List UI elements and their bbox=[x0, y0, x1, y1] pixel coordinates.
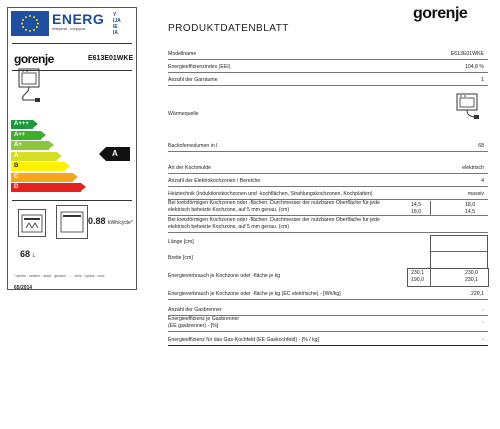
row-kochmulde bbox=[168, 165, 488, 174]
energy-suffix: IE bbox=[113, 24, 118, 30]
row-label: Energieeffizienz für das Gas-Kochfeld (EE Gaskochfeld) - [% / kg] bbox=[168, 337, 319, 343]
row-label: Anzahl der Garräume bbox=[168, 77, 218, 83]
consumption-value: 0.88 bbox=[88, 216, 106, 226]
row-kreis-2 bbox=[168, 217, 488, 233]
consumption-cell: 230,0 bbox=[465, 270, 478, 276]
row-value: - bbox=[482, 307, 484, 313]
row-label bbox=[168, 316, 239, 330]
diameter-cell: 14,5 bbox=[411, 202, 422, 208]
cell-divider bbox=[430, 201, 431, 215]
row-modellname bbox=[168, 51, 488, 60]
row-label: Art der Kochmulde bbox=[168, 165, 211, 171]
row-value: 4 bbox=[481, 178, 484, 184]
row-label: Energieeffizienzindex (EEI) bbox=[168, 64, 231, 70]
label-consumption bbox=[88, 216, 133, 226]
label-language-footnote: * ценен · celkem · antal · gesamt · ... · cikls · cyklus · ciclo bbox=[14, 274, 105, 278]
row-garraume bbox=[168, 77, 488, 86]
row-value: 104,8 % bbox=[464, 64, 484, 70]
energy-word: ENERG bbox=[52, 11, 105, 27]
row-waermequelle bbox=[168, 111, 488, 119]
energy-rating-arrow: A bbox=[106, 147, 130, 161]
consumption-cell: 230,1 bbox=[411, 270, 424, 276]
consumption-cell: 230,1 bbox=[465, 277, 478, 283]
diameter-cell: 18,0 bbox=[411, 209, 422, 215]
diameter-cell: 18,0 bbox=[465, 202, 476, 208]
energy-class-bar: A bbox=[11, 152, 57, 161]
energy-suffix: IA bbox=[113, 30, 118, 36]
brand-logo: gorenje bbox=[413, 5, 468, 22]
energy-suffix: Y bbox=[113, 12, 117, 18]
row-kreis-1 bbox=[168, 200, 488, 216]
row-gas-eff bbox=[168, 316, 488, 332]
row-label: Breite [cm] bbox=[168, 255, 193, 261]
row-value: 1 bbox=[481, 77, 484, 83]
energy-suffix: IJA bbox=[113, 18, 121, 24]
energy-class-bar: B bbox=[11, 162, 65, 171]
row-value: 68 bbox=[478, 143, 484, 149]
row-label: Modellname bbox=[168, 51, 197, 57]
sheet-title: PRODUKTDATENBLATT bbox=[168, 23, 289, 34]
volume-value: 68 bbox=[20, 249, 31, 259]
energy-class-scale bbox=[11, 120, 91, 194]
oven-cycle-icon bbox=[56, 205, 88, 239]
divider bbox=[12, 43, 132, 44]
energy-class-bar: A+++ bbox=[11, 120, 33, 129]
energy-subtitle: енергия · ενέργεια bbox=[52, 26, 86, 31]
energy-suffixes bbox=[113, 12, 133, 36]
oven-volume-icon bbox=[18, 209, 46, 237]
consumption-grid bbox=[407, 268, 489, 287]
energy-label-header bbox=[11, 11, 133, 36]
consumption-cell: 190,0 bbox=[411, 277, 424, 283]
energy-class-bar: C bbox=[11, 173, 73, 182]
row-gasbrenner bbox=[168, 307, 488, 316]
row-eei bbox=[168, 64, 488, 73]
row-value: 220,1 bbox=[471, 291, 484, 297]
consumption-unit: kWh/cycle* bbox=[108, 220, 133, 226]
row-label: Heiztechnik (Induktionskochzonen und -kochflächen, Strahlungskochzonen, Kochplatten) bbox=[168, 191, 373, 197]
energy-class-bar: A+ bbox=[11, 141, 49, 150]
row-backofenvolumen bbox=[168, 143, 488, 152]
row-value: massiv bbox=[467, 191, 484, 197]
label-model-number: E613E01WKE bbox=[88, 55, 134, 62]
heat-source-oven-icon bbox=[456, 93, 482, 121]
row-label: Anzahl der Elektrokochzonen / Bereiche bbox=[168, 178, 261, 184]
energy-label bbox=[7, 7, 137, 290]
label-brand-logo: gorenje bbox=[14, 52, 54, 66]
row-value: elektrisch bbox=[462, 165, 484, 171]
label-details bbox=[12, 203, 132, 265]
label-volume bbox=[20, 249, 35, 259]
electric-oven-icon bbox=[18, 68, 42, 108]
row-label: Länge [cm] bbox=[168, 239, 194, 245]
row-label: Bei kreisförmigen Kochzonen oder -flächen: Durchmesser der nutzbaren Oberfläche für jede elektrisch beheizte Kochzone, auf 5 mm genau. (cm) bbox=[168, 200, 380, 213]
row-value: - bbox=[482, 337, 484, 343]
row-label: Energieverbrauch je Kochzone oder -fläche je kg (EC elektrische) - [Wh/kg] bbox=[168, 291, 341, 297]
row-elektrokochzonen bbox=[168, 178, 488, 187]
divider bbox=[12, 200, 132, 201]
row-label: Anzahl der Gasbrenner bbox=[168, 307, 222, 313]
row-label: Energieverbrauch je Kochzone oder -fläche je kg bbox=[168, 273, 281, 279]
row-label-line: Energieeffizienz je Gasbrenner bbox=[168, 316, 240, 322]
row-label-line: (EE gasbrenner) - [%] bbox=[168, 323, 219, 329]
dimension-grid-line bbox=[430, 251, 487, 252]
row-value: - bbox=[482, 320, 484, 326]
label-regulation-year: 65/2014 bbox=[14, 285, 33, 291]
row-gas-eff-total bbox=[168, 337, 488, 346]
volume-unit: L bbox=[32, 253, 36, 259]
diameter-cell: 14,5 bbox=[465, 209, 476, 215]
cell-divider bbox=[430, 268, 431, 286]
row-ec-electric bbox=[168, 291, 488, 300]
energy-class-bar: A++ bbox=[11, 131, 41, 140]
dimension-grid bbox=[430, 235, 488, 269]
row-label: Backofenvolumen in l bbox=[168, 143, 218, 149]
row-value: E613E01WKE bbox=[450, 51, 484, 57]
row-label: Wärmequelle bbox=[168, 111, 199, 117]
energy-class-bar: D bbox=[11, 183, 81, 192]
row-label: Bei kreisförmigen Kochzonen oder -flächen: Durchmesser der nutzbaren Oberfläche für jede elektrisch beheizte Kochzone, auf 5 mm genau. (cm) bbox=[168, 217, 380, 230]
row-heiztechnik bbox=[168, 191, 488, 200]
eu-flag-icon bbox=[11, 11, 49, 36]
